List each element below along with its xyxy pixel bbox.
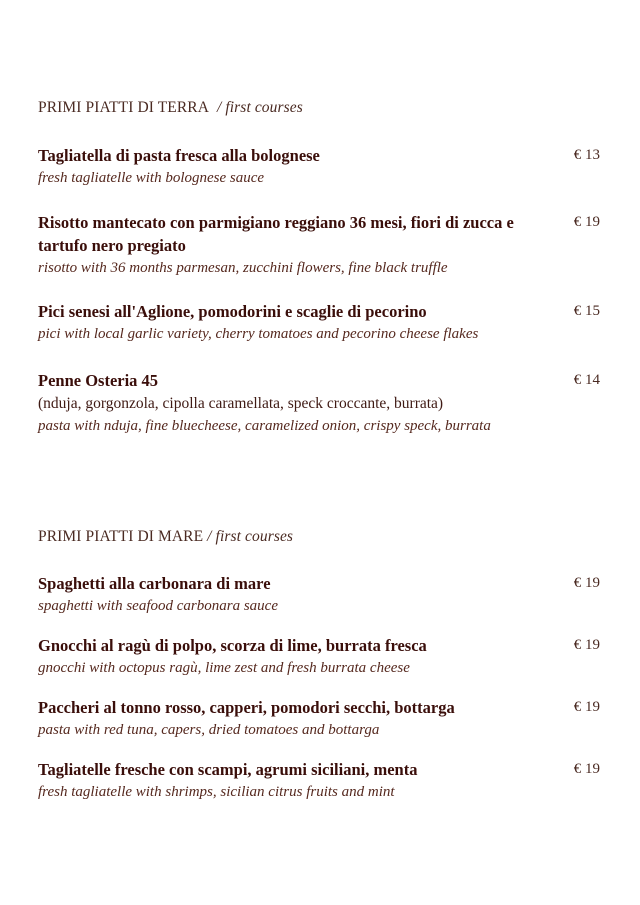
dish-name: Tagliatelle fresche con scampi, agrumi siciliani, menta — [38, 760, 418, 779]
dish-description-english: fresh tagliatelle with bolognese sauce — [38, 170, 265, 186]
menu-item — [38, 572, 600, 618]
dish-price: € 19 — [573, 761, 600, 777]
dish-description-english: pasta with red tuna, capers, dried tomatoes and bottarga — [38, 722, 380, 738]
section-title-mare — [38, 528, 293, 546]
dish-name: Gnocchi al ragù di polpo, scorza di lime, burrata fresca — [38, 636, 427, 655]
menu-item — [38, 758, 600, 804]
dish-price: € 13 — [573, 147, 600, 163]
dish-description-english: pasta with nduja, fine bluecheese, caramelized onion, crispy speck, burrata — [38, 418, 491, 434]
dish-price: € 14 — [573, 372, 600, 388]
dish-name: Pici senesi all'Aglione, pomodorini e scaglie di pecorino — [38, 302, 427, 321]
section-title-terra — [38, 99, 303, 117]
dish-name: Risotto mantecato con parmigiano reggiano 36 mesi, fiori di zucca e tartufo nero pregiato — [38, 213, 514, 255]
dish-price: € 19 — [573, 214, 600, 230]
section-subtitle: / first courses — [216, 99, 303, 116]
menu-item — [38, 300, 600, 346]
dish-name: Paccheri al tonno rosso, capperi, pomodori secchi, bottarga — [38, 698, 455, 717]
dish-description-english: fresh tagliatelle with shrimps, sicilian citrus fruits and mint — [38, 784, 395, 800]
dish-description-english: gnocchi with octopus ragù, lime zest and fresh burrata cheese — [38, 660, 410, 676]
menu-item — [38, 696, 600, 742]
dish-description-english: spaghetti with seafood carbonara sauce — [38, 598, 278, 614]
menu-item — [38, 369, 600, 438]
menu-item — [38, 144, 600, 190]
dish-ingredients-italian: (nduja, gorgonzola, cipolla caramellata, speck croccante, burrata) — [38, 395, 444, 412]
dish-price: € 19 — [573, 637, 600, 653]
dish-price: € 19 — [573, 575, 600, 591]
dish-description-english: risotto with 36 months parmesan, zucchini flowers, fine black truffle — [38, 260, 448, 276]
dish-name: Penne Osteria 45 — [38, 371, 159, 390]
section-title-text: PRIMI PIATTI DI TERRA — [38, 99, 210, 116]
dish-price: € 15 — [573, 303, 600, 319]
section-subtitle: / first courses — [207, 528, 294, 545]
dish-description-english: pici with local garlic variety, cherry tomatoes and pecorino cheese flakes — [38, 326, 479, 342]
dish-name: Spaghetti alla carbonara di mare — [38, 574, 271, 593]
dish-price: € 19 — [573, 699, 600, 715]
section-title-text: PRIMI PIATTI DI MARE — [38, 528, 204, 545]
menu-item — [38, 211, 600, 280]
menu-item — [38, 634, 600, 680]
dish-name: Tagliatella di pasta fresca alla bolognese — [38, 146, 320, 165]
